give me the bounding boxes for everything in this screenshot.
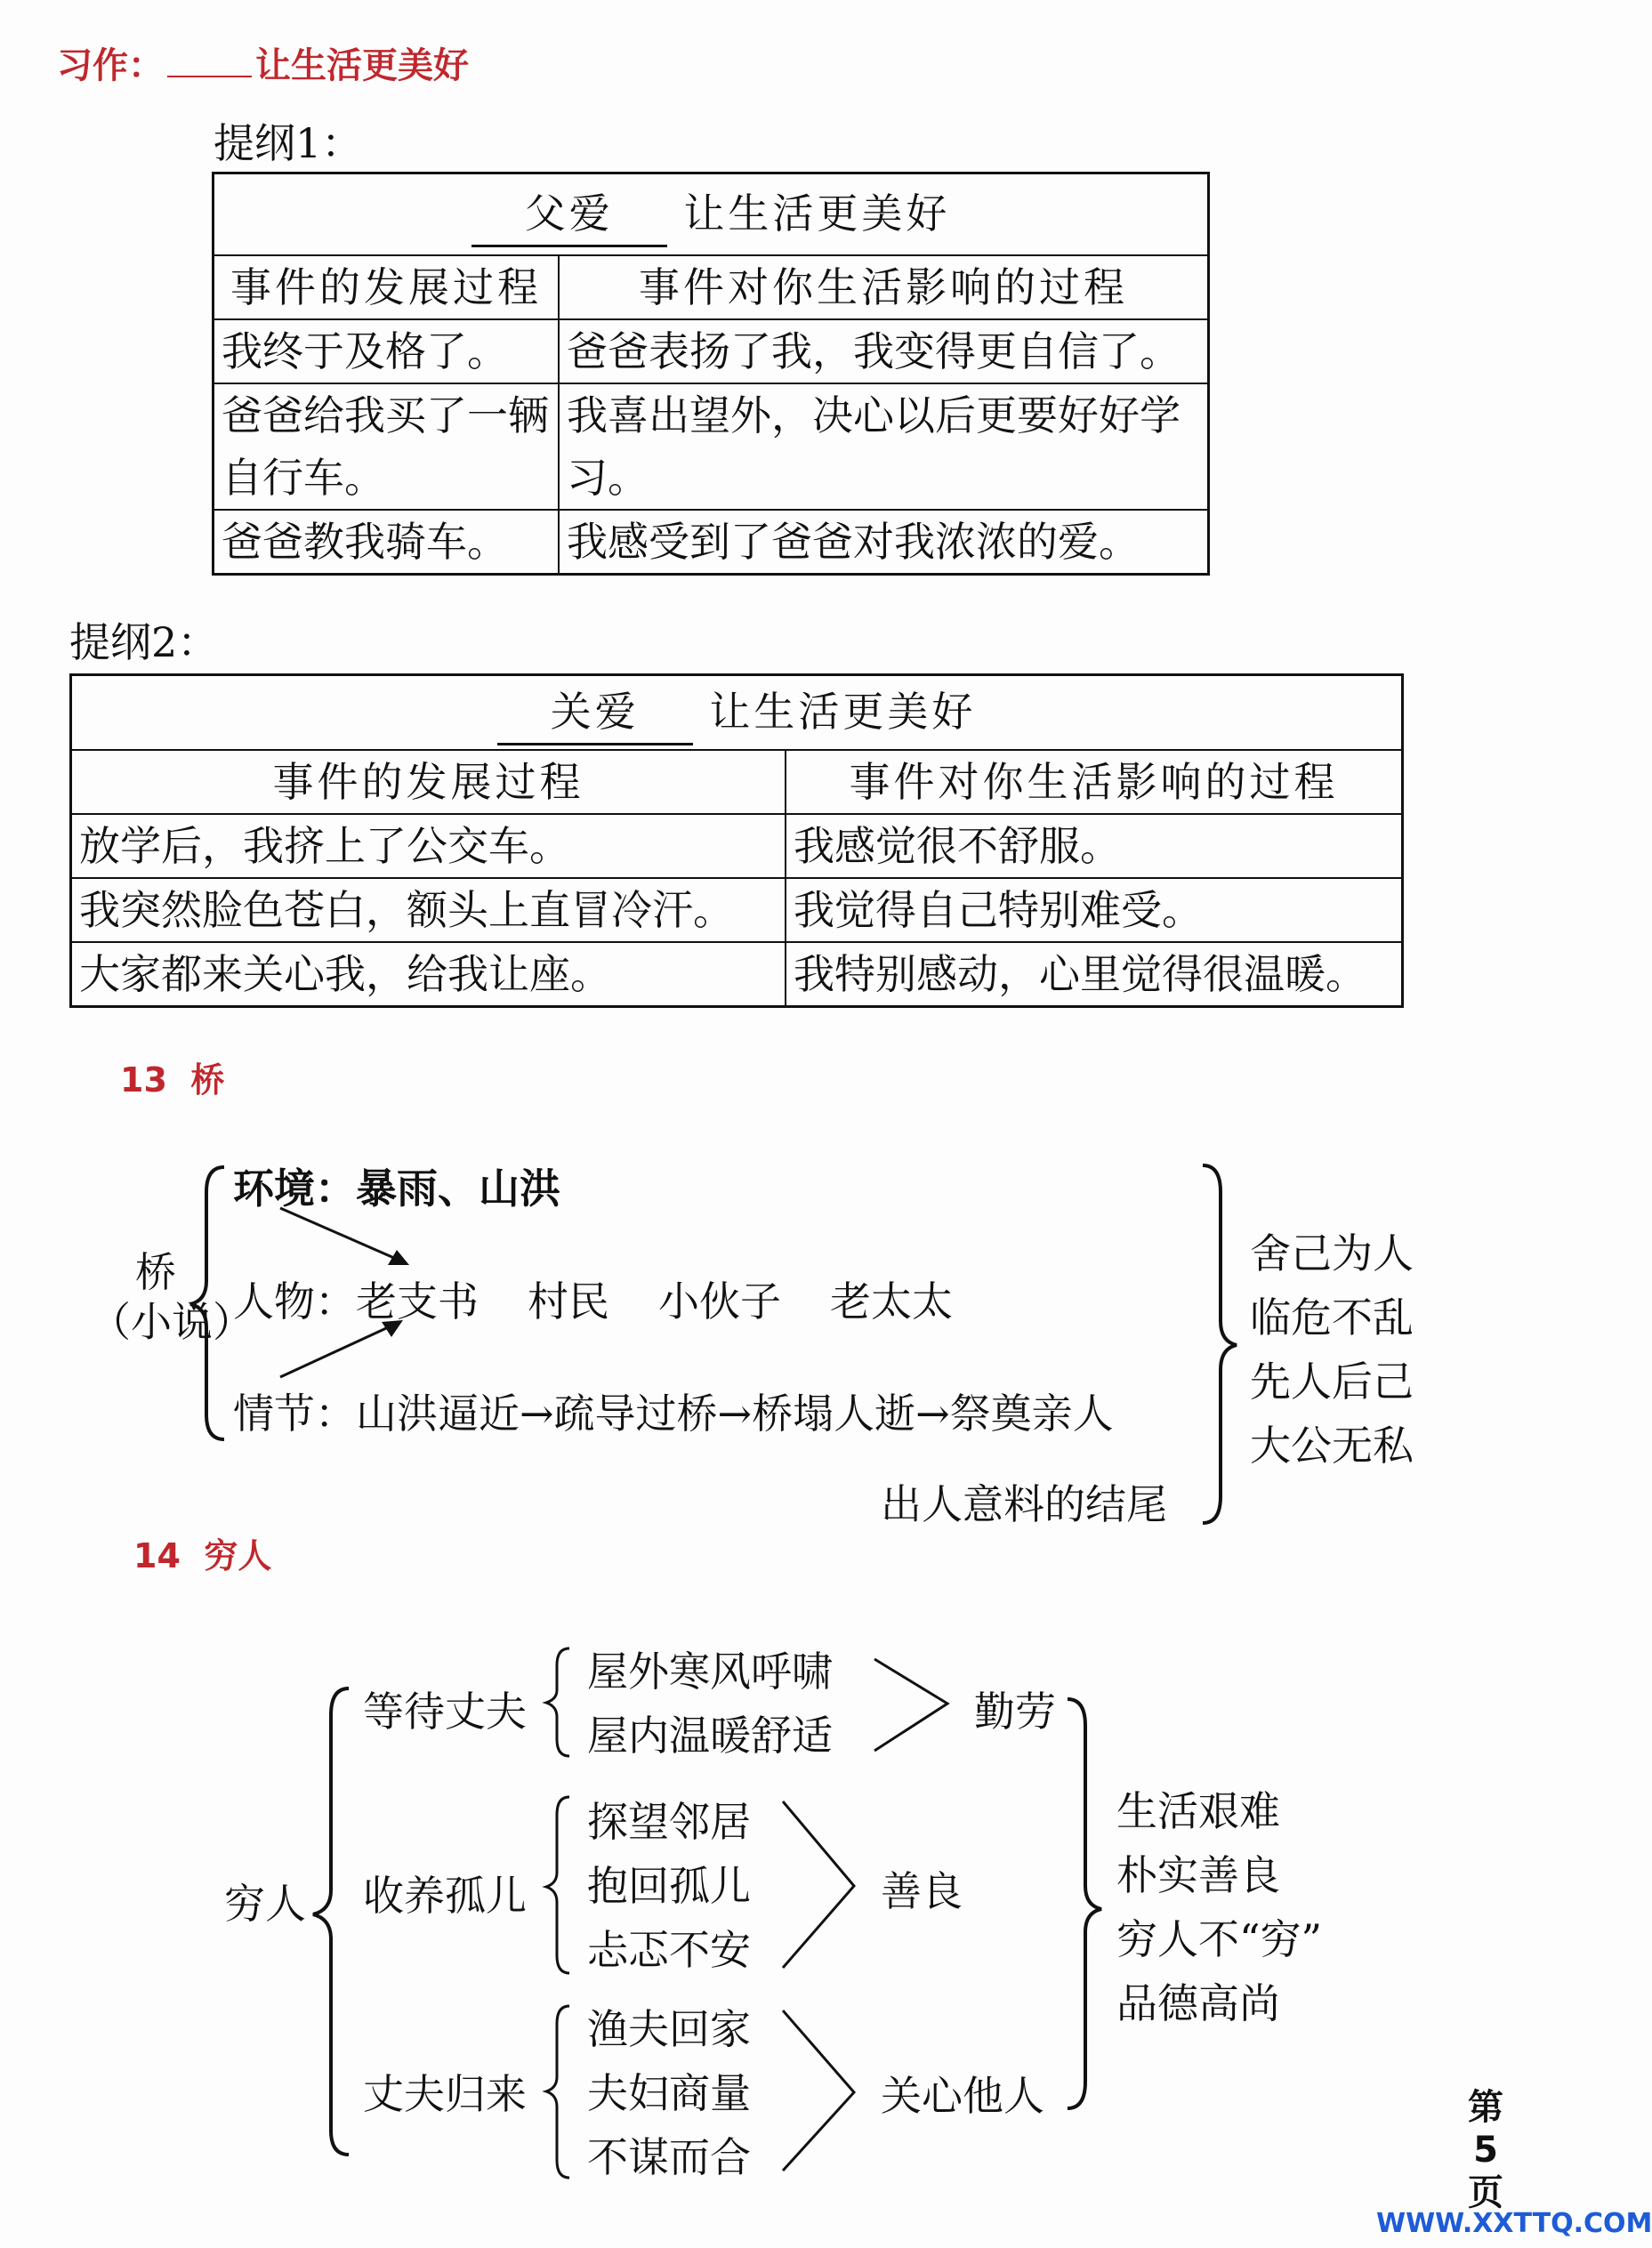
lesson13-theme: 临危不乱	[1250, 1293, 1414, 1342]
lesson13-plot-step: 疏导过桥	[553, 1390, 718, 1438]
lesson13-plot-step: 山洪逼近	[356, 1390, 520, 1438]
outline1-row1-event: 我终于及格了。	[214, 319, 560, 383]
outline2-row1-effect: 我感觉很不舒服。	[786, 814, 1403, 878]
page-number-value: 5	[1473, 2130, 1498, 2171]
outline2-row3-effect: 我特别感动，心里觉得很温暖。	[786, 942, 1403, 1007]
list-item: 忐忑不安	[587, 1926, 751, 1974]
lesson14-theme: 朴实善良	[1116, 1851, 1280, 1899]
list-item: 探望邻居	[587, 1798, 751, 1846]
outline1-col2-header: 事件对你生活影响的过程	[559, 255, 1209, 319]
page-number	[1459, 2086, 1512, 2214]
outline2-row2-effect: 我觉得自己特别难受。	[786, 878, 1403, 942]
outline1-row2-effect: 我喜出望外，决心以后更要好好学习。	[559, 383, 1209, 510]
lesson13-character: 老支书	[356, 1277, 479, 1325]
lesson14-theme: 品德高尚	[1116, 1979, 1280, 2027]
outline2-row3-event: 大家都来关心我，给我让座。	[71, 942, 786, 1007]
outline2-row1-event: 放学后，我挤上了公交车。	[71, 814, 786, 878]
lesson14-branch-2: 收养孤儿	[363, 1872, 527, 1920]
lesson14-number: 14	[133, 1536, 181, 1575]
lesson13-environment: 环境：暴雨、山洪	[233, 1164, 560, 1213]
outline1-row1-effect: 爸爸表扬了我，我变得更自信了。	[559, 319, 1209, 383]
outline1-title-blank: 父爱	[471, 182, 667, 247]
lesson14-quality-3: 关心他人	[881, 2072, 1044, 2120]
lesson14-title: 穷人	[204, 1536, 272, 1575]
lesson13-ending: 出人意料的结尾	[881, 1480, 1167, 1528]
lesson14-branch-1-items	[587, 1640, 833, 1768]
lesson14-branch-1: 等待丈夫	[363, 1688, 527, 1736]
outline1-row3-effect: 我感受到了爸爸对我浓浓的爱。	[559, 510, 1209, 575]
lesson13-title: 桥	[190, 1060, 225, 1100]
outline2-label: 提纲2：	[69, 618, 219, 666]
list-item: 夫妇商量	[587, 2069, 751, 2117]
list-item: 渔夫回家	[587, 2005, 751, 2053]
lesson14-heading	[133, 1528, 271, 1577]
lesson13-plot: 情节：山洪逼近→疏导过桥→桥塌人逝→祭奠亲人	[233, 1390, 1114, 1438]
page-number-prefix: 第	[1468, 2087, 1503, 2128]
lesson13-plot-step: 祭奠亲人	[949, 1390, 1114, 1438]
list-item: 屋内温暖舒适	[587, 1712, 833, 1760]
lesson14-branch-3: 丈夫归来	[363, 2070, 527, 2118]
lesson13-character: 小伙子	[658, 1277, 781, 1325]
outline2-title-blank: 关爱	[497, 681, 693, 745]
outline1-title-text: 让生活更美好	[683, 189, 951, 238]
lesson13-themes	[1250, 1221, 1414, 1478]
lesson13-number: 13	[120, 1060, 167, 1100]
outline1-col1-header: 事件的发展过程	[214, 255, 560, 319]
lesson13-characters-label: 人物：	[233, 1277, 356, 1325]
site-logo: WWW.XXTTQ.COM	[1376, 2208, 1652, 2239]
heading-title: 让生活更美好	[255, 45, 469, 86]
lesson13-root	[90, 1247, 254, 1347]
lesson13-plot-label: 情节：	[233, 1390, 356, 1438]
outline2-row2-event: 我突然脸色苍白，额头上直冒冷汗。	[71, 878, 786, 942]
heading-prefix: 习作：	[57, 45, 164, 86]
lesson13-root-genre: （小说）	[90, 1298, 254, 1346]
lesson14-quality-2: 善良	[881, 1867, 963, 1915]
lesson13-plot-step: 桥塌人逝	[752, 1390, 916, 1438]
lesson14-root: 穷人	[224, 1880, 306, 1928]
outline2-col1-header: 事件的发展过程	[71, 750, 786, 814]
outline1-row2-event: 爸爸给我买了一辆自行车。	[214, 383, 560, 510]
lesson13-theme: 舍己为人	[1250, 1229, 1414, 1277]
lesson14-theme: 穷人不“穷”	[1116, 1915, 1323, 1963]
lesson14-branch-3-items	[587, 1997, 751, 2189]
lesson13-root-name: 桥	[135, 1248, 176, 1296]
lesson14-themes	[1116, 1779, 1322, 2035]
outline2-col2-header: 事件对你生活影响的过程	[786, 750, 1403, 814]
page-number-suffix: 页	[1468, 2172, 1503, 2213]
list-item: 屋外寒风呼啸	[587, 1648, 833, 1696]
lesson13-theme: 大公无私	[1250, 1422, 1414, 1470]
lesson13-theme: 先人后己	[1250, 1358, 1414, 1406]
list-item: 不谋而合	[587, 2133, 751, 2181]
lesson14-branch-2-items	[587, 1790, 751, 1982]
lesson14-theme: 生活艰难	[1116, 1787, 1280, 1835]
lesson13-characters	[233, 1269, 953, 1328]
outline1-row3-event: 爸爸教我骑车。	[214, 510, 560, 575]
lesson13-character: 村民	[528, 1277, 609, 1325]
lesson14-quality-1: 勤劳	[974, 1688, 1056, 1736]
list-item: 抱回孤儿	[587, 1862, 751, 1910]
outline1-label: 提纲1：	[214, 119, 363, 167]
lesson13-character: 老太太	[830, 1277, 953, 1325]
outline2-title-text: 让生活更美好	[709, 687, 977, 736]
